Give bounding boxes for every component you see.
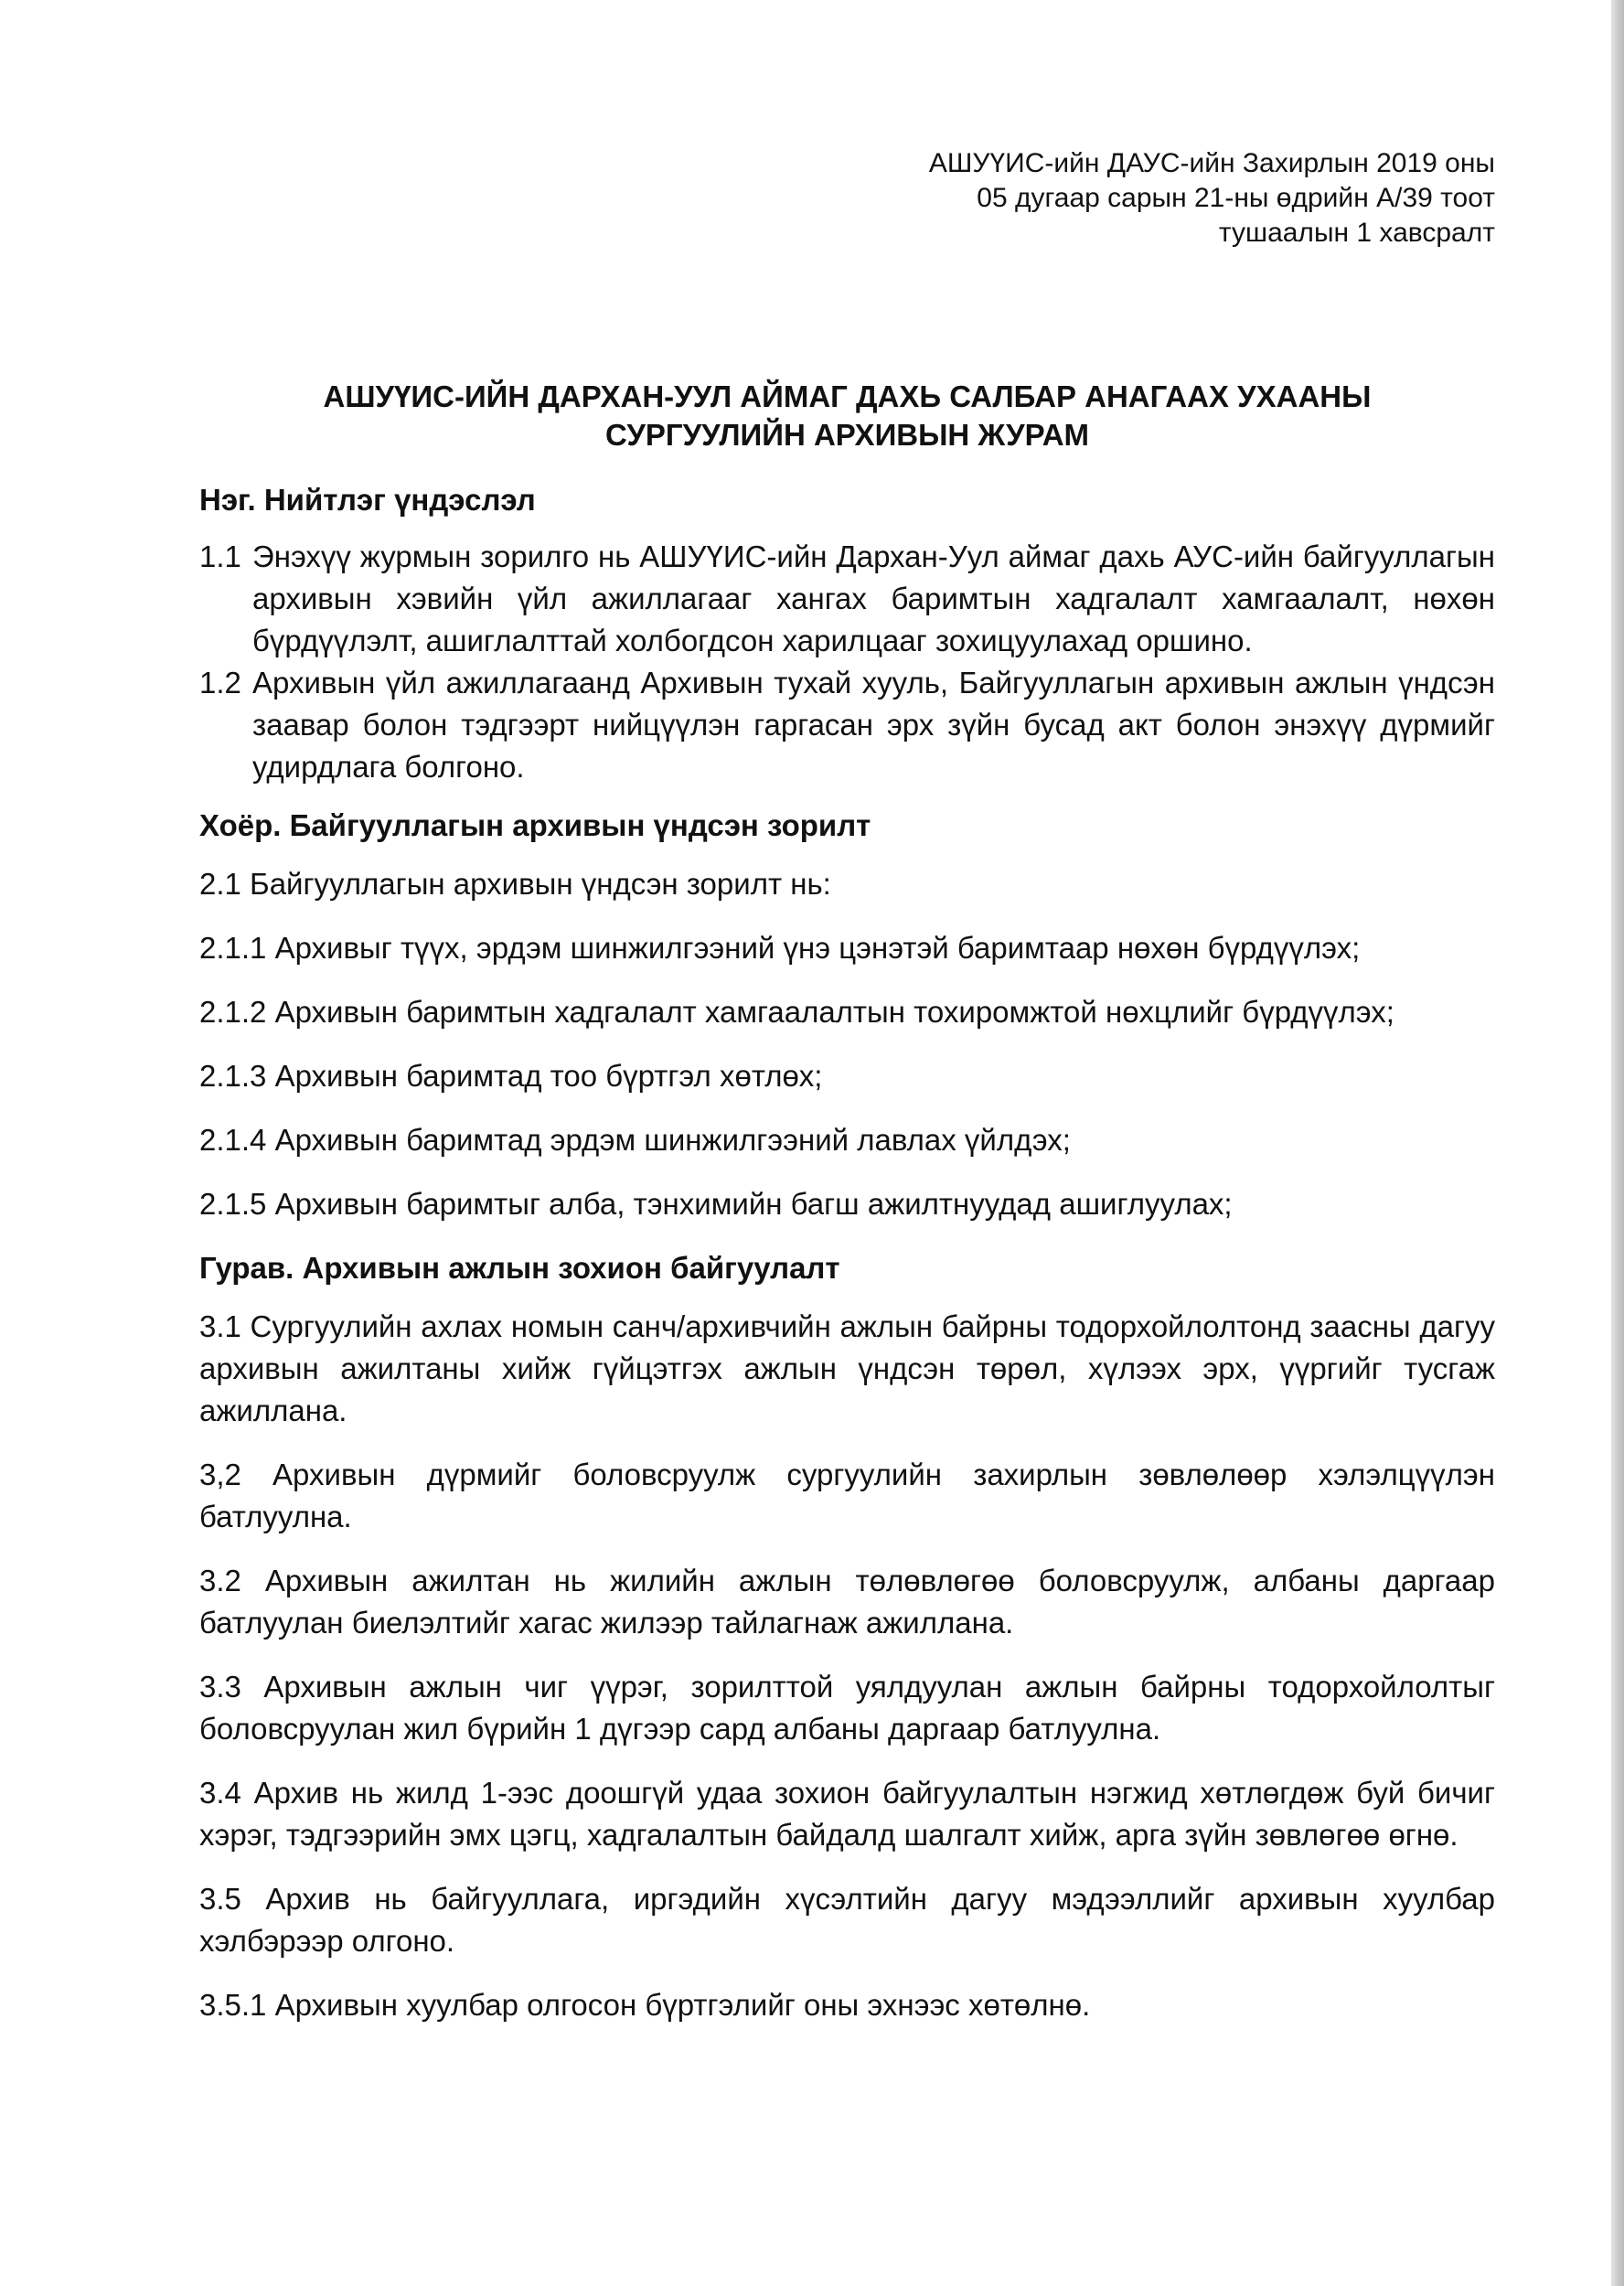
page-edge-shadow	[1611, 0, 1624, 2286]
title-line-1: АШУҮИС-ИЙН ДАРХАН-УУЛ АЙМАГ ДАХЬ САЛБАР АНАГААХ УХААНЫ	[323, 379, 1372, 413]
clause-3-5-1: 3.5.1 Архивын хуулбар олгосон бүртгэлийг оны эхнээс хөтөлнө.	[199, 1988, 1091, 2022]
clause-2-1-2: 2.1.2 Архивын баримтын хадгалалт хамгаалалтын тохиромжтой нөхцлийг бүрдүүлэх;	[199, 995, 1394, 1029]
document-body	[199, 479, 1495, 2048]
order-attachment-header	[929, 146, 1495, 251]
clause-3-5: 3.5 Архив нь байгууллага, иргэдийн хүсэлтийн дагуу мэдээллийг архивын хуулбар хэлбэрээр олгоно.	[199, 1882, 1495, 1958]
document-title	[199, 378, 1495, 454]
clause-3-4: 3.4 Архив нь жилд 1-ээс доошгүй удаа зохион байгуулалтын нэгжид хөтлөгдөж буй бичиг хэрэг, тэдгээрийн эмх цэгц, хадгалалтын байдалд шалгалт хийж, арга зүйн зөвлөгөө өгнө.	[199, 1776, 1495, 1852]
section-2-heading: Хоёр. Байгууллагын архивын үндсэн зорилт	[199, 808, 871, 842]
clause-2-1-3: 2.1.3 Архивын баримтад тоо бүртгэл хөтлөх;	[199, 1059, 823, 1093]
section-3-heading: Гурав. Архивын ажлын зохион байгуулалт	[199, 1251, 840, 1285]
header-line-2: 05 дугаар сарын 21-ны өдрийн А/39 тоот	[977, 183, 1495, 213]
clause-number: 1.1	[199, 539, 241, 573]
clause-3-2a: 3,2 Архивын дүрмийг боловсруулж сургуулийн захирлын зөвлөлөөр хэлэлцүүлэн батлуулна.	[199, 1458, 1495, 1533]
clause-2-1: 2.1 Байгууллагын архивын үндсэн зорилт нь:	[199, 867, 831, 901]
clause-text: Энэхүү журмын зорилго нь АШУҮИС-ийн Дархан-Уул аймаг дахь АУС-ийн байгууллагын архивын хэвийн үйл ажиллагааг хангах баримтын хадгалалт хамгаалалт, нөхөн бүрдүүлэлт, ашиглалттай холбогдсон харилцааг зохицуулахад оршино.	[252, 539, 1495, 657]
header-line-1: АШУҮИС-ийн ДАУС-ийн Захирлын 2019 оны	[928, 148, 1495, 178]
clause-2-1-1: 2.1.1 Архивыг түүх, эрдэм шинжилгээний үнэ цэнэтэй баримтаар нөхөн бүрдүүлэх;	[199, 931, 1361, 965]
header-line-3: тушаалын 1 хавсралт	[1218, 218, 1495, 248]
clause-1-1	[199, 536, 1495, 662]
clause-2-1-4: 2.1.4 Архивын баримтад эрдэм шинжилгээний лавлах үйлдэх;	[199, 1123, 1071, 1157]
clause-3-3: 3.3 Архивын ажлын чиг үүрэг, зорилттой уялдуулан ажлын байрны тодорхойлолтыг боловсруулан жил бүрийн 1 дүгээр сард албаны даргаар батлуулна.	[199, 1670, 1495, 1746]
clause-text: Архивын үйл ажиллагаанд Архивын тухай хууль, Байгууллагын архивын ажлын үндсэн заавар болон тэдгээрт нийцүүлэн гаргасан эрх зүйн бусад акт болон энэхүү дүрмийг удирдлага болгоно.	[252, 666, 1495, 784]
clause-3-2: 3.2 Архивын ажилтан нь жилийн ажлын төлөвлөгөө боловсруулж, албаны даргаар батлуулан биелэлтийг хагас жилээр тайлагнаж ажиллана.	[199, 1564, 1495, 1640]
title-line-2: СУРГУУЛИЙН АРХИВЫН ЖУРАМ	[604, 418, 1090, 452]
clause-number: 1.2	[199, 666, 241, 700]
clause-3-1: 3.1 Сургуулийн ахлах номын санч/архивчийн ажлын байрны тодорхойлолтонд заасны дагуу архивын ажилтаны хийж гүйцэтгэх ажлын үндсэн төрөл, хүлээх эрх, үүргийг тусгаж ажиллана.	[199, 1309, 1495, 1427]
clause-2-1-5: 2.1.5 Архивын баримтыг алба, тэнхимийн багш ажилтнуудад ашиглуулах;	[199, 1187, 1233, 1221]
clause-1-2	[199, 662, 1495, 788]
section-1-heading: Нэг. Нийтлэг үндэслэл	[199, 483, 536, 517]
